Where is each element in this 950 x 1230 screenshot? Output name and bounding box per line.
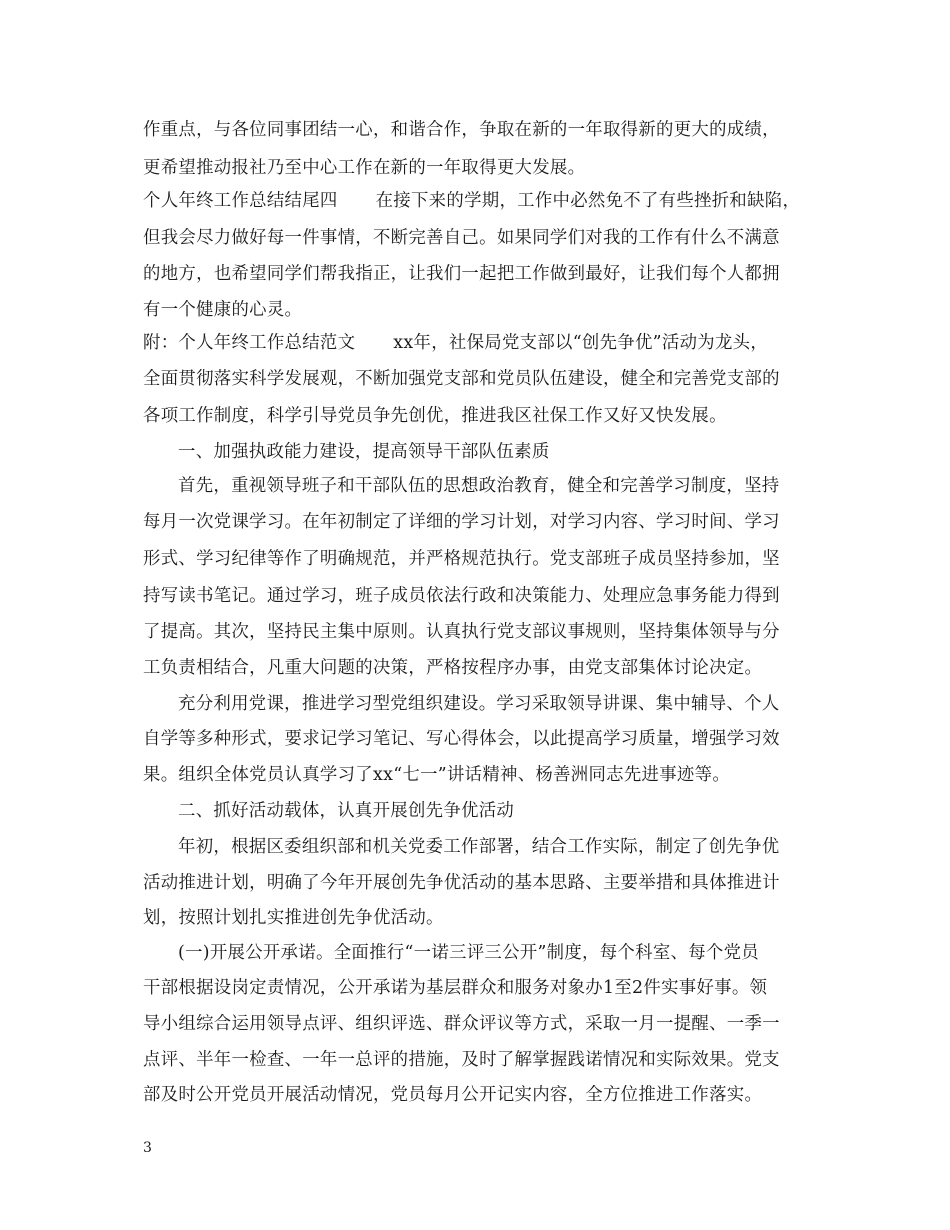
- text-line: 工负责相结合，凡重大问题的决策，严格按程序办事，由党支部集体讨论决定。: [143, 658, 763, 678]
- text-span: 在接下来的学期，工作中必然免不了有些挫折和缺陷，: [375, 191, 801, 211]
- text-line: 形式、学习纪律等作了明确规范，并严格规范执行。党支部班子成员坚持参加，坚: [143, 549, 780, 569]
- section-heading: 个人年终工作总结结尾四: [143, 191, 338, 211]
- text-line: 作重点，与各位同事团结一心，和谐合作，争取在新的一年取得新的更大的成绩，: [143, 120, 780, 140]
- text-line: 活动推进计划，明确了今年开展创先争优活动的基本思路、主要举措和具体推进计: [143, 873, 780, 893]
- text-line: [143, 331, 768, 355]
- text-line: 果。组织全体党员认真学习了xx“七一”讲话精神、杨善洲同志先进事迹等。: [143, 765, 731, 785]
- text-line: 干部根据设岗定责情况，公开承诺为基层群众和服务对象办1至2件实事好事。领: [143, 978, 768, 998]
- text-line: 充分利用党课，推进学习型党组织建设。学习采取领导讲课、集中辅导、个人: [178, 694, 780, 714]
- text-line: 的地方，也希望同学们帮我指正，让我们一起把工作做到最好，让我们每个人都拥: [143, 264, 780, 284]
- text-line: 划，按照计划扎实推进创先争优活动。: [143, 908, 444, 928]
- text-line: 各项工作制度，科学引导党员争先创优，推进我区社保工作又好又快发展。: [143, 406, 727, 426]
- text-line: 有一个健康的心灵。: [143, 300, 303, 320]
- text-line: 年初，根据区委组织部和机关党委工作部署，结合工作实际，制定了创先争优: [178, 837, 780, 857]
- page-number: 3: [143, 1140, 152, 1156]
- section-heading: 一、加强执政能力建设，提高领导干部队伍素质: [178, 442, 550, 462]
- text-line: 全面贯彻落实科学发展观，不断加强党支部和党员队伍建设，健全和完善党支部的: [143, 369, 780, 389]
- text-line: 每月一次党课学习。在年初制定了详细的学习计划，对学习内容、学习时间、学习: [143, 512, 780, 532]
- text-line: 但我会尽力做好每一件事情，不断完善自己。如果同学们对我的工作有什么不满意: [143, 228, 780, 248]
- appendix-heading: 附：个人年终工作总结范文: [143, 333, 356, 353]
- text-line: (一)开展公开承诺。全面推行“一诺三评三公开”制度，每个科室、每个党员: [178, 943, 759, 963]
- text-line: 首先，重视领导班子和干部队伍的思想政治教育，健全和完善学习制度，坚持: [178, 476, 780, 496]
- text-line: [143, 189, 800, 213]
- text-line: 更希望推动报社乃至中心工作在新的一年取得更大发展。: [143, 158, 586, 178]
- text-line: 导小组综合运用领导点评、组织评选、群众评议等方式，采取一月一提醒、一季一: [143, 1014, 780, 1034]
- text-line: 点评、半年一检查、一年一总评的措施，及时了解掌握践诺情况和实际效果。党支: [143, 1050, 780, 1070]
- text-line: 持写读书笔记。通过学习，班子成员依法行政和决策能力、处理应急事务能力得到: [143, 586, 780, 606]
- text-line: 自学等多种形式，要求记学习笔记、写心得体会，以此提高学习质量，增强学习效: [143, 729, 780, 749]
- text-span: xx年，社保局党支部以“创先争优”活动为龙头，: [393, 333, 769, 353]
- text-line: 部及时公开党员开展活动情况，党员每月公开记实内容，全方位推进工作落实。: [143, 1085, 763, 1105]
- section-heading: 二、抓好活动载体，认真开展创先争优活动: [178, 801, 515, 821]
- text-line: 了提高。其次，坚持民主集中原则。认真执行党支部议事规则，坚持集体领导与分: [143, 622, 780, 642]
